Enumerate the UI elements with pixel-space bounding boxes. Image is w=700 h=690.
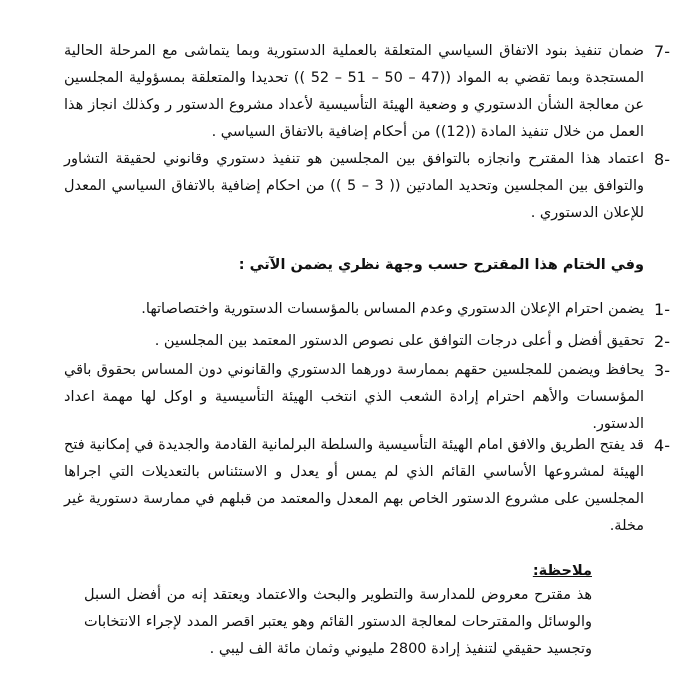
note-heading: ملاحظة:	[532, 563, 592, 579]
list-item-7	[64, 38, 670, 146]
item-text: تحقيق أفضل و أعلى درجات التوافق على نصوص الدستور المعتمد بين المجلسين .	[154, 333, 644, 349]
item-number: 3-	[654, 361, 670, 380]
item-number: 7-	[654, 42, 670, 61]
item-number: 2-	[654, 332, 670, 351]
closing-heading: وفي الختام هذا المقترح حسب وجهة نظري يضمن الآتي :	[238, 257, 644, 273]
closing-list-item-4	[64, 432, 670, 540]
closing-list-item-3	[64, 357, 670, 438]
closing-list-item-2	[64, 328, 670, 355]
item-number: 4-	[654, 436, 670, 455]
closing-list-item-1	[64, 296, 670, 323]
list-item-8	[64, 146, 670, 227]
item-number: 1-	[654, 300, 670, 319]
item-number: 8-	[654, 150, 670, 169]
item-text: ضمان تنفيذ بنود الاتفاق السياسي المتعلقة بالعملية الدستورية وبما يتماشى مع المرحلة الحالية المستجدة وبما تقضي به المواد ((47 – 50 – 51 – 52 )) تحديدا والمتعلقة بمسؤولية المجلسين عن معالجة الشأن الدستوري و وضعية الهيئة التأسيسية لأعداد مشروع الدستور ر وكذلك انجاز هذا العمل من خلال تنفيذ المادة ((12)) من أحكام إضافية بالاتفاق السياسي .	[64, 43, 645, 140]
item-text: قد يفتح الطريق والافق امام الهيئة التأسيسية والسلطة البرلمانية القادمة والجديدة في إمكانية فتح الهيئة لمشروعها الأساسي القائم الذي لم يمس أو يعدل و الاستئناس بالتعديلات التي اجراها المجلسين على مشروع الدستور الخاص بهم المعدل والمعتمد من قبلهم في ممارسة دستورية غير مخلة.	[64, 437, 644, 534]
item-text: اعتماد هذا المقترح وانجازه بالتوافق بين المجلسين هو تنفيذ دستوري وقانوني لحقيقة التشاور والتوافق بين المجلسين وتحديد المادتين (( 3 – 5 )) من احكام إضافية بالاتفاق السياسي المعدل للإعلان الدستوري .	[64, 151, 644, 221]
item-text: يضمن احترام الإعلان الدستوري وعدم المساس بالمؤسسات الدستورية واختصاصاتها.	[141, 301, 644, 317]
note-body: هذ مقترح معروض للمدارسة والتطوير والبحث والاعتماد ويعتقد إنه من أفضل السبل والوسائل والمقترحات لمعالجة الدستور القائم وهو يعتبر اقصر المدد لإجراء الانتخابات وتجسيد حقيقي لتنفيذ إرادة 2800 مليوني وثمان مائة الف ليبي .	[84, 587, 592, 657]
item-text: يحافظ ويضمن للمجلسين حقهم بممارسة دورهما الدستوري والقانوني دون المساس بحقوق باقي المؤسسات والأهم احترام إرادة الشعب الذي انتخب الهيئة التأسيسية و اوكل لها مهمة اعداد الدستور.	[64, 362, 644, 432]
